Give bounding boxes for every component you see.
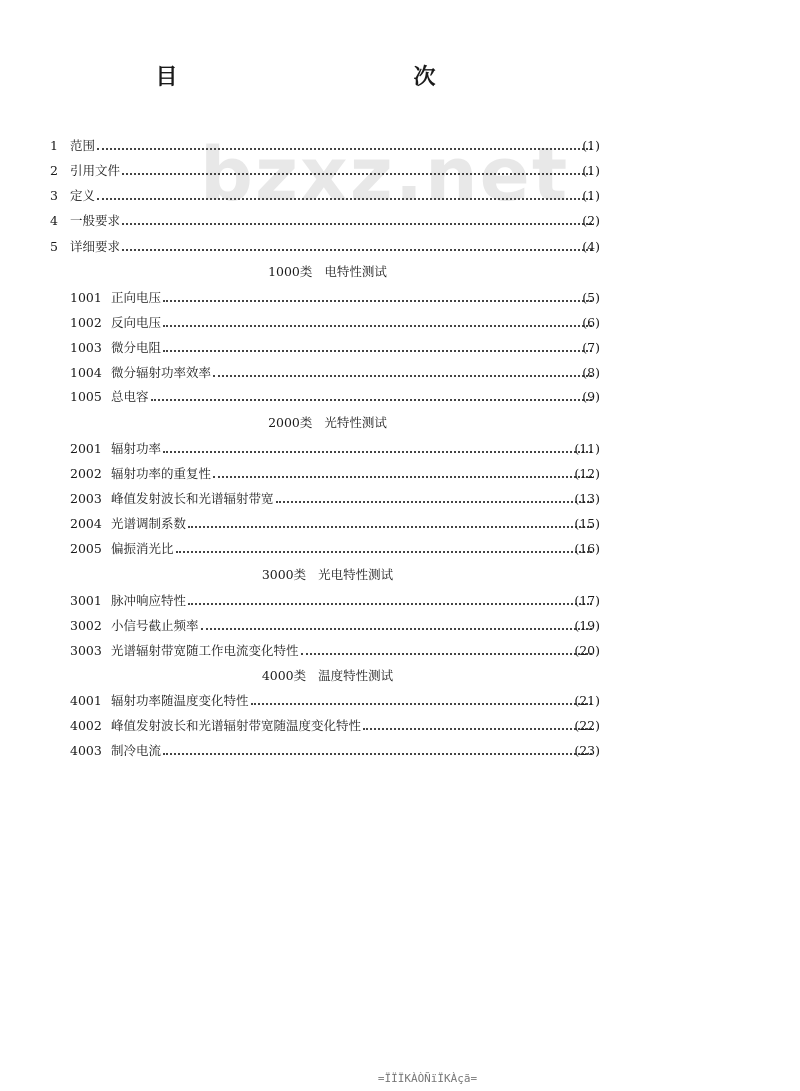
toc-entry-label: 总电容 (111, 389, 149, 404)
toc-entry-label: 制冷电流 (111, 743, 162, 758)
dot-leader (163, 752, 592, 755)
toc-entry-number: 2002 (70, 465, 102, 481)
toc-entry-number: 3001 (70, 592, 102, 608)
toc-entry-page: (21) (574, 692, 600, 708)
toc-entry-number: 1001 (70, 289, 102, 305)
toc-entry-number: 2 (50, 162, 58, 178)
toc-entry-page: (1) (582, 137, 600, 153)
toc-entry[interactable] (0, 615, 800, 635)
toc-entry-number: 2005 (70, 540, 102, 556)
page-footer: =ÏÏÏKÀÒÑïÏKÀçã= (377, 1072, 478, 1085)
dot-leader (188, 602, 592, 605)
dot-leader (122, 222, 592, 225)
dot-leader (97, 197, 592, 200)
section-heading (0, 565, 655, 583)
dot-leader (163, 299, 592, 302)
section-heading (0, 262, 655, 280)
section-name: 电特性测试 (324, 264, 387, 279)
watermark: bzxz.net (200, 132, 570, 218)
toc-entry-page: (19) (574, 617, 600, 633)
section-name: 温度特性测试 (318, 668, 394, 683)
toc-entry-number: 2003 (70, 490, 102, 506)
toc-entry-number: 3002 (70, 617, 102, 633)
toc-entry-page: (1) (582, 187, 600, 203)
toc-entry[interactable] (0, 210, 800, 230)
toc-entry[interactable] (0, 488, 800, 508)
section-name: 光电特性测试 (318, 567, 394, 582)
toc-entry[interactable] (0, 337, 800, 357)
toc-entry-label: 定义 (70, 188, 96, 203)
toc-entry-page: (5) (582, 289, 600, 305)
toc-entry-number: 2004 (70, 515, 102, 531)
toc-entry-label: 范围 (70, 138, 96, 153)
dot-leader (122, 172, 592, 175)
toc-entry[interactable] (0, 160, 800, 180)
toc-entry-label: 脉冲响应特性 (111, 593, 187, 608)
toc-entry-page: (15) (574, 515, 600, 531)
toc-entry-number: 4 (50, 212, 58, 228)
toc-entry-number: 1004 (70, 364, 102, 380)
toc-entry[interactable] (0, 362, 800, 382)
dot-leader (176, 550, 592, 553)
toc-entry-number: 4001 (70, 692, 102, 708)
toc-entry-label: 峰值发射波长和光谱辐射带宽随温度变化特性 (111, 718, 362, 733)
dot-leader (188, 525, 592, 528)
toc-entry-page: (7) (582, 339, 600, 355)
toc-entry[interactable] (0, 590, 800, 610)
toc-entry-label: 反向电压 (111, 315, 162, 330)
section-code: 1000类 (268, 264, 313, 279)
toc-entry[interactable] (0, 438, 800, 458)
toc-entry-page: (13) (574, 490, 600, 506)
toc-entry-label: 偏振消光比 (111, 541, 174, 556)
toc-entry[interactable] (0, 740, 800, 760)
toc-entry-number: 3003 (70, 642, 102, 658)
toc-entry-number: 1003 (70, 339, 102, 355)
toc-entry-number: 1 (50, 137, 58, 153)
toc-entry-number: 2001 (70, 440, 102, 456)
page-title: 目 次 (155, 64, 500, 90)
toc-entry-page: (11) (574, 440, 600, 456)
toc-entry-label: 微分辐射功率效率 (111, 365, 212, 380)
toc-entry-label: 小信号截止频率 (111, 618, 199, 633)
toc-entry-number: 1005 (70, 388, 102, 404)
section-code: 4000类 (261, 668, 307, 683)
toc-entry-label: 微分电阻 (111, 340, 162, 355)
section-code: 2000类 (268, 415, 313, 430)
toc-entry-page: (9) (582, 388, 600, 404)
dot-leader (163, 349, 592, 352)
section-code: 3000类 (261, 567, 307, 582)
dot-leader (276, 500, 592, 503)
toc-entry-label: 详细要求 (70, 239, 121, 254)
toc-entry-page: (20) (574, 642, 600, 658)
toc-entry-label: 辐射功率的重复性 (111, 466, 212, 481)
toc-entry[interactable] (0, 715, 800, 735)
toc-entry-label: 辐射功率 (111, 441, 162, 456)
dot-leader (213, 374, 592, 377)
dot-leader (213, 475, 592, 478)
dot-leader (301, 652, 592, 655)
dot-leader (251, 702, 592, 705)
toc-entry-page: (23) (574, 742, 600, 758)
toc-entry-page: (22) (574, 717, 600, 733)
section-heading (0, 413, 655, 431)
dot-leader (122, 248, 592, 251)
toc-entry-number: 1002 (70, 314, 102, 330)
toc-entry[interactable] (0, 287, 800, 307)
dot-leader (163, 450, 592, 453)
toc-entry[interactable] (0, 640, 800, 660)
toc-entry[interactable] (0, 513, 800, 533)
toc-entry-page: (8) (582, 364, 600, 380)
toc-entry[interactable] (0, 135, 800, 155)
toc-entry-label: 正向电压 (111, 290, 162, 305)
toc-entry-page: (12) (574, 465, 600, 481)
toc-entry-page: (16) (574, 540, 600, 556)
dot-leader (363, 727, 592, 730)
toc-entry-label: 引用文件 (70, 163, 121, 178)
toc-entry[interactable] (0, 185, 800, 205)
toc-entry[interactable] (0, 236, 800, 256)
toc-entry-number: 5 (50, 238, 58, 254)
toc-entry-number: 3 (50, 187, 58, 203)
toc-entry[interactable] (0, 538, 800, 558)
toc-entry-page: (6) (582, 314, 600, 330)
toc-entry[interactable] (0, 690, 800, 710)
toc-entry-label: 峰值发射波长和光谱辐射带宽 (111, 491, 274, 506)
section-heading (0, 666, 655, 684)
toc-entry-number: 4002 (70, 717, 102, 733)
dot-leader (151, 398, 592, 401)
dot-leader (163, 324, 592, 327)
toc-entry-page: (1) (582, 162, 600, 178)
toc-entry-page: (17) (574, 592, 600, 608)
toc-entry-page: (2) (582, 212, 600, 228)
toc-entry-number: 4003 (70, 742, 102, 758)
toc-entry[interactable] (0, 386, 800, 406)
dot-leader (97, 147, 592, 150)
toc-entry-label: 辐射功率随温度变化特性 (111, 693, 249, 708)
toc-entry[interactable] (0, 312, 800, 332)
toc-entry-page: (4) (582, 238, 600, 254)
toc-entry-label: 一般要求 (70, 213, 121, 228)
toc-entry-label: 光谱辐射带宽随工作电流变化特性 (111, 643, 299, 658)
dot-leader (201, 627, 592, 630)
section-name: 光特性测试 (324, 415, 387, 430)
toc-entry[interactable] (0, 463, 800, 483)
toc-entry-label: 光谱调制系数 (111, 516, 187, 531)
